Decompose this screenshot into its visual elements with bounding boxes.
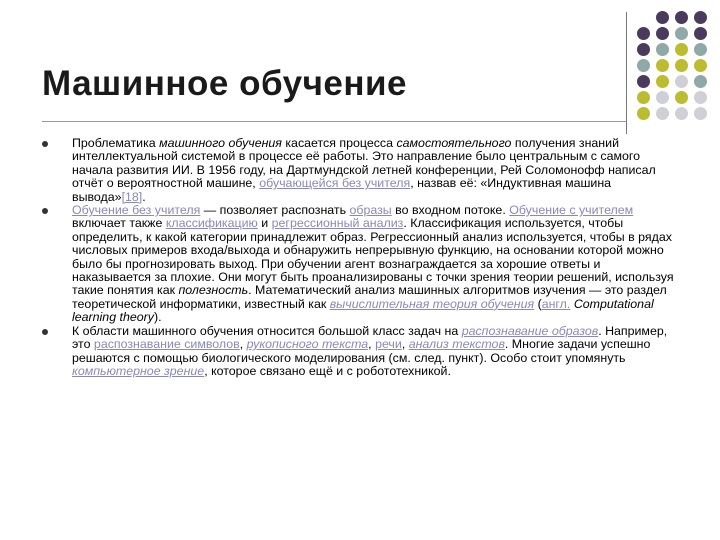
decorative-dot — [694, 91, 707, 104]
hyperlink[interactable]: речи — [375, 337, 402, 352]
decorative-dot — [656, 59, 669, 72]
hyperlink[interactable]: регрессионный анализ — [271, 216, 404, 231]
decorative-dot — [694, 75, 707, 88]
title-underline — [42, 121, 626, 122]
bullet-text — [72, 324, 667, 378]
text-run: самостоятельного — [396, 136, 512, 150]
text-run: касается процесса — [281, 136, 397, 150]
text-run: , которое связано ещё и с робототехникой. — [204, 363, 451, 378]
decorative-dot — [694, 27, 707, 40]
text-run: . Математический анализ машинных алгоритмов изучения — это раздел теоретической информатики, известный как — [72, 283, 667, 311]
text-run: полезность — [178, 283, 249, 298]
bullet-item-2 — [42, 204, 682, 325]
decorative-dot — [656, 11, 669, 24]
bullet-marker — [42, 141, 48, 147]
text-run: . Многие задачи успешно решаются с помощью биологического моделирования (см. след. пункт). Особо стоит упомянуть — [72, 337, 651, 365]
text-run: ( — [534, 296, 542, 311]
hyperlink[interactable]: образы — [349, 203, 392, 218]
bullet-list — [42, 137, 682, 378]
text-run: включает также — [72, 216, 166, 231]
text-run: , назвав её: «Индуктивная машина вывода» — [72, 176, 612, 204]
hyperlink[interactable]: компьютерное зрение — [72, 363, 205, 378]
decorative-dot — [675, 43, 688, 56]
text-run: , — [239, 337, 247, 352]
hyperlink[interactable]: классификацию — [165, 216, 258, 231]
decorative-dot — [694, 11, 707, 24]
hyperlink[interactable]: обучающейся без учителя — [259, 176, 411, 191]
slide-title: Машинное обучение — [42, 64, 407, 103]
decorative-dot — [694, 43, 707, 56]
decorative-dot — [694, 59, 707, 72]
decorative-dot — [675, 107, 688, 120]
text-run: . Например, это — [72, 323, 668, 352]
decorative-dot — [675, 27, 688, 40]
decorative-dot — [675, 91, 688, 104]
text-run: . Классификация используется, чтобы определить, к какой категории принадлежит образ. Регрессионный анализ используется, чтобы в рядах числовых примеров входа/выхода и обнаружить непрерывную функцию, на основании которой можно было бы прогнозировать выход. При обучении агент вознаграждается за хорошие ответы и наказывается за плохие. Они могут быть проанализированы с точки зрения теории решений, используя такие понятия как — [72, 216, 674, 298]
text-run: и — [257, 216, 272, 231]
bullet-item-3 — [42, 325, 682, 379]
decorative-dot — [637, 27, 650, 40]
decorative-dot — [656, 43, 669, 56]
decorative-dot — [675, 59, 688, 72]
bullet-marker — [42, 208, 48, 214]
text-run: Computational learning theory — [72, 296, 654, 325]
decorative-dot — [637, 43, 650, 56]
hyperlink[interactable]: анализ текстов — [408, 337, 505, 352]
text-run: ). — [153, 310, 162, 325]
text-run: , — [401, 337, 409, 352]
decorative-dot — [675, 11, 688, 24]
hyperlink[interactable]: Обучение без учителя — [72, 203, 201, 218]
text-run: получения знаний интеллектуальной системой в процессе её работы. Это направление было центральным с самого начала развития ИИ. В 1956 году, на Дартмундской летней конференции, Рей Соломонофф написал отчёт о вероятностной машине, — [72, 136, 656, 191]
decorative-dot — [656, 27, 669, 40]
text-run: , — [368, 337, 376, 352]
text-run: во входном потоке. — [391, 203, 510, 218]
hyperlink[interactable]: Обучение с учителем — [509, 203, 634, 218]
decorative-dot — [656, 91, 669, 104]
text-run: К области машинного обучения относится большой класс задач на — [72, 323, 462, 338]
text-run: . — [142, 189, 146, 204]
bullet-text — [72, 203, 674, 324]
bullet-item-1 — [42, 137, 682, 204]
decorative-dot — [637, 107, 650, 120]
text-run: машинного обучения — [159, 136, 282, 150]
decorative-dot — [637, 75, 650, 88]
vertical-divider-line — [626, 12, 627, 134]
hyperlink[interactable]: распознавание образов — [461, 323, 599, 338]
hyperlink[interactable]: [18] — [121, 189, 143, 204]
decorative-dot — [656, 107, 669, 120]
hyperlink[interactable]: вычислительная теория обучения — [329, 296, 535, 311]
decorative-dot — [675, 75, 688, 88]
text-run: Проблематика — [72, 136, 160, 150]
hyperlink[interactable]: англ. — [541, 296, 571, 311]
text-run: — позволяет распознать — [200, 203, 350, 218]
decorative-dot — [637, 59, 650, 72]
hyperlink[interactable]: распознавание символов — [93, 337, 240, 352]
bullet-text — [72, 136, 656, 204]
decorative-dot — [637, 91, 650, 104]
decorative-dot — [694, 107, 707, 120]
hyperlink[interactable]: рукописного текста — [246, 337, 369, 352]
decorative-dot — [656, 75, 669, 88]
bullet-marker — [42, 329, 48, 335]
